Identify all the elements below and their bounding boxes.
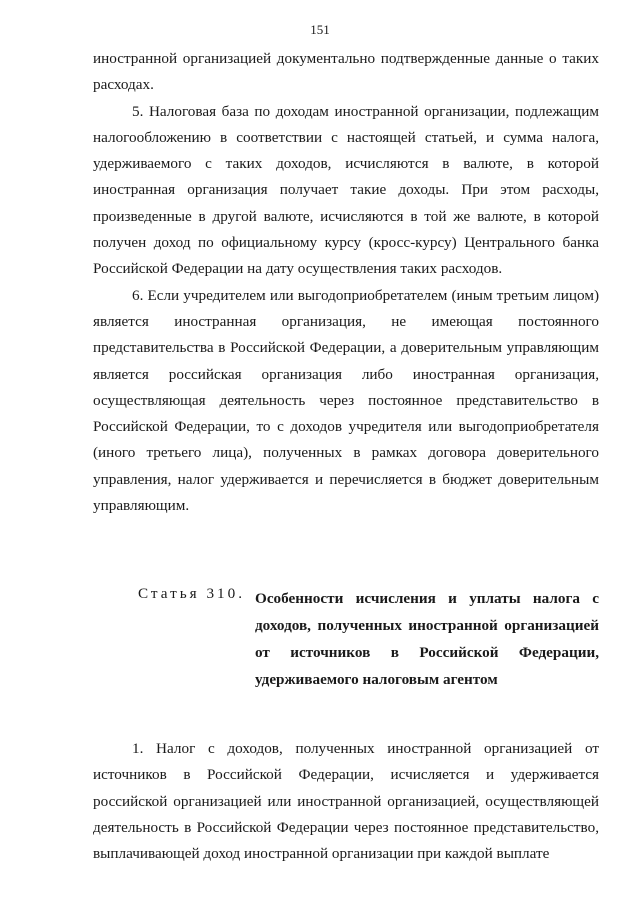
paragraph-continuation: иностранной организацией документально подтвержденные данные о таких расходах.: [93, 50, 599, 94]
page-number: 151: [310, 22, 330, 37]
body-text-bottom: [93, 736, 599, 867]
body-text-top: [93, 46, 599, 519]
paragraph-item-1: 1. Налог с доходов, полученных иностранной организацией от источников в Российской Федерации, исчисляется и удерживается российской организацией или иностранной организацией, осуществляющей деятельность в Российской Федерации через постоянное представительство, выплачивающей доход иностранной организации при каждой выплате: [93, 740, 599, 863]
paragraph-item-5: 5. Налоговая база по доходам иностранной организации, подлежащим налогообложению в соответствии с настоящей статьей, и сумма налога, удерживаемого с таких доходов, исчисляются в валюте, в которой иностранная организация получает такие доходы. При этом расходы, произведенные в другой валюте, исчисляются в той же валюте, в которой получен доход по официальному курсу (кросс-курсу) Центрального банка Российской Федерации на дату осуществления таких расходов.: [93, 102, 599, 278]
paragraph-item-6: 6. Если учредителем или выгодоприобретателем (иным третьим лицом) является иностранная организация, не имеющая постоянного представительства в Российской Федерации, а доверительным управляющим является российская организация либо иностранная организация, осуществляющая деятельность через постоянное представительство в Российской Федерации, то с доходов учредителя или выгодоприобретателя (иного третьего лица), полученных в рамках договора доверительного управления, налог удерживается и перечисляется в бюджет доверительным управляющим.: [93, 286, 599, 515]
article-label: Статья 310.: [138, 585, 246, 602]
article-title: Особенности исчисления и уплаты налога с доходов, полученных иностранной организацией от источников в Российской Федерации, удерживаемого налоговым агентом: [255, 590, 599, 688]
